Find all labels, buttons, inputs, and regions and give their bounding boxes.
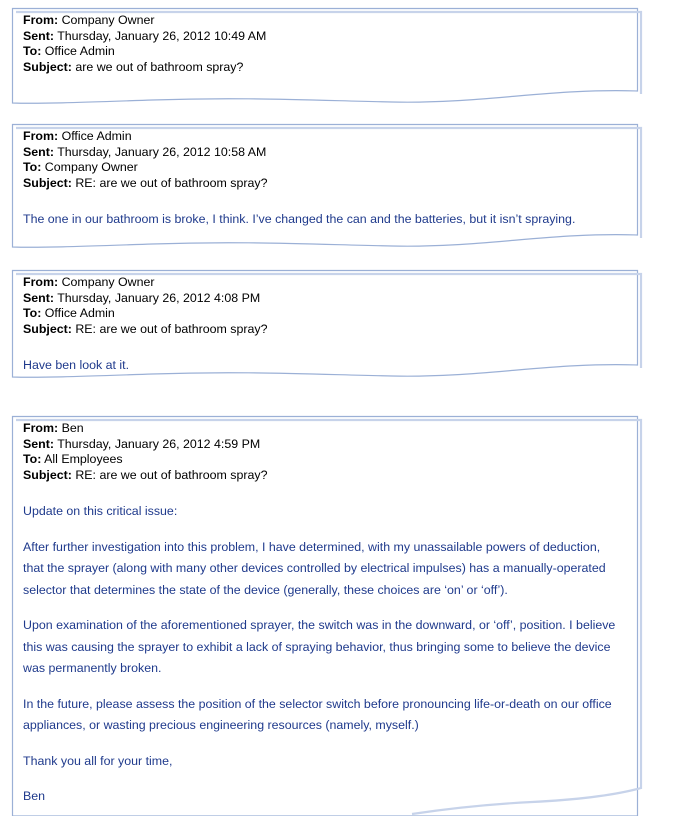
sent-label: Sent: — [23, 290, 54, 305]
from-value: Ben — [61, 421, 84, 435]
subject-label: Subject: — [23, 59, 72, 74]
subject-value: RE: are we out of bathroom spray? — [75, 321, 268, 336]
body-paragraph: Upon examination of the aforementioned sprayer, the switch was in the downward, or ‘off’, position. I believe this was causing the sprayer to exhibit a lack of spraying behavior, thus bringing some to believe the device was permanently broken. — [23, 618, 616, 675]
from-label: From: — [23, 129, 59, 143]
subject-line — [23, 176, 628, 192]
to-line — [23, 44, 628, 60]
to-value: Company Owner — [44, 160, 138, 174]
sent-label: Sent: — [23, 144, 54, 159]
body-paragraph: Update on this critical issue: — [23, 504, 178, 518]
email-card — [12, 270, 638, 382]
from-value: Company Owner — [61, 13, 155, 27]
from-label: From: — [23, 421, 59, 435]
subject-value: are we out of bathroom spray? — [75, 59, 244, 74]
subject-line — [23, 60, 628, 76]
email-header — [12, 270, 638, 377]
from-value: Company Owner — [61, 275, 155, 289]
sent-line — [23, 29, 628, 45]
sent-line — [23, 437, 628, 453]
subject-label: Subject: — [23, 175, 72, 190]
sent-line — [23, 145, 628, 161]
signature: Ben — [23, 789, 46, 803]
email-header — [12, 124, 638, 231]
to-value: All Employees — [44, 452, 123, 466]
from-label: From: — [23, 275, 59, 289]
body-paragraph: The one in our bathroom is broke, I think. I’ve changed the can and the batteries, but it isn’t spraying. — [23, 212, 576, 226]
from-value: Office Admin — [61, 129, 132, 143]
email-card — [12, 416, 638, 816]
to-label: To: — [23, 452, 42, 466]
to-label: To: — [23, 306, 42, 320]
body-paragraph: Have ben look at it. — [23, 358, 130, 372]
from-line — [23, 13, 628, 29]
sent-label: Sent: — [23, 436, 54, 451]
to-line — [23, 452, 628, 468]
sent-line — [23, 291, 628, 307]
sent-label: Sent: — [23, 28, 54, 43]
to-value: Office Admin — [44, 44, 115, 58]
from-line — [23, 421, 628, 437]
to-line — [23, 160, 628, 176]
sent-value: Thursday, January 26, 2012 10:58 AM — [57, 144, 267, 159]
subject-value: RE: are we out of bathroom spray? — [75, 467, 268, 482]
body-paragraph: Thank you all for your time, — [23, 753, 173, 768]
subject-line — [23, 322, 628, 338]
to-label: To: — [23, 160, 42, 174]
email-header — [12, 416, 638, 808]
subject-line — [23, 468, 628, 484]
sent-value: Thursday, January 26, 2012 4:08 PM — [57, 290, 261, 305]
to-label: To: — [23, 44, 42, 58]
body-paragraph: After further investigation into this problem, I have determined, with my unassailable powers of deduction, that the sprayer (along with many other devices controlled by electrical impulses) has a manually-operated selector that determines the state of the device (generally, these choices are ‘on’ or ‘off’). — [23, 539, 606, 597]
from-line — [23, 275, 628, 291]
from-line — [23, 129, 628, 145]
sent-value: Thursday, January 26, 2012 4:59 PM — [57, 436, 261, 451]
body-paragraph: In the future, please assess the position of the selector switch before pronouncing life-or-death on our office appliances, or wasting precious engineering resources (namely, myself.) — [23, 696, 612, 732]
subject-label: Subject: — [23, 467, 72, 482]
email-header — [12, 8, 638, 75]
to-value: Office Admin — [44, 306, 115, 320]
subject-value: RE: are we out of bathroom spray? — [75, 175, 268, 190]
email-card — [12, 124, 638, 252]
from-label: From: — [23, 13, 59, 27]
subject-label: Subject: — [23, 321, 72, 336]
sent-value: Thursday, January 26, 2012 10:49 AM — [57, 28, 267, 43]
email-card — [12, 8, 638, 108]
to-line — [23, 306, 628, 322]
